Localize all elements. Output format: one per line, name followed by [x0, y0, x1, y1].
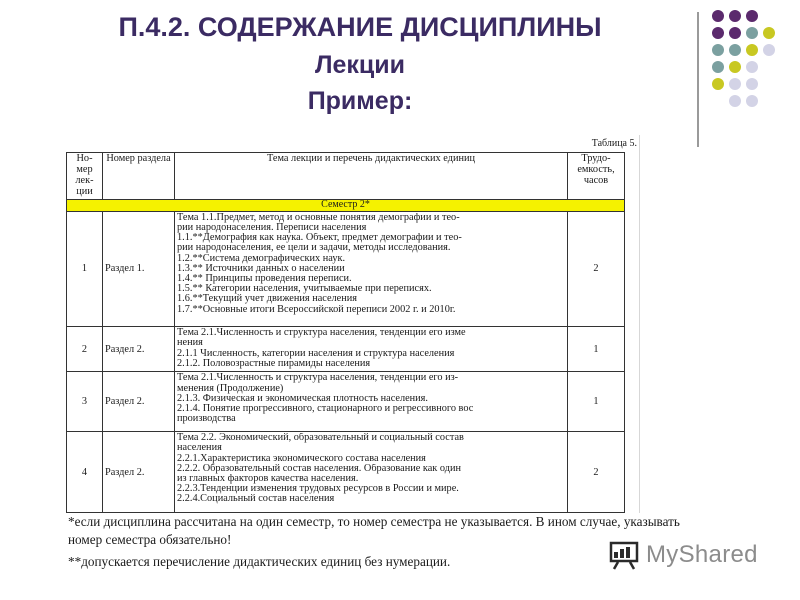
lecture-number-cell: 3	[67, 372, 103, 432]
section-cell: Раздел 2.	[103, 432, 175, 513]
slide-subtitle: Лекции	[314, 51, 406, 79]
decorative-dot	[746, 27, 758, 39]
hours-cell: 2	[568, 432, 625, 513]
decorative-dot	[746, 61, 758, 73]
section-cell: Раздел 1.	[103, 211, 175, 326]
theme-line: 1.3.** Источники данных о населении	[177, 263, 345, 274]
decorative-dot	[729, 27, 741, 39]
decorative-dot	[729, 10, 741, 22]
theme-line: Тема 2.1.Численность и структура населения, тенденции его из-	[177, 373, 459, 384]
slide-example-label: Пример:	[307, 87, 413, 115]
slide-title: П.4.2. СОДЕРЖАНИЕ ДИСЦИПЛИНЫ	[118, 12, 602, 42]
table-row	[67, 372, 625, 432]
slide-title-block	[40, 10, 680, 118]
theme-line: 2.2.1.Характеристика экономического состава населения	[177, 453, 426, 464]
theme-line: нения	[177, 338, 203, 349]
decorative-dot	[729, 95, 741, 107]
decorative-divider	[697, 12, 699, 147]
hours-cell: 1	[568, 327, 625, 372]
lecture-number-cell: 2	[67, 327, 103, 372]
theme-line: 1.7.**Основные итоги Всероссийской переписи 2002 г. и 2010г.	[177, 304, 456, 315]
footnote-semester: *если дисциплина рассчитана на один семестр, то номер семестра не указывается. В ином случае, указывать номер семестра обязательно!	[68, 514, 680, 547]
decorative-dot	[746, 95, 758, 107]
header-theme: Тема лекции и перечень дидактических единиц	[175, 153, 568, 200]
semester-label: Семестр 2*	[67, 200, 625, 212]
theme-line: 1.2.**Система демографических наук.	[177, 253, 346, 264]
lecture-table	[66, 152, 625, 513]
decorative-dot	[763, 44, 775, 56]
lecture-table-image	[53, 135, 640, 513]
decorative-dot	[712, 78, 724, 90]
theme-line: менения (Продолжение)	[177, 383, 284, 394]
theme-cell	[175, 327, 568, 372]
decorative-dot	[729, 61, 741, 73]
header-lecture-number: Но-мер лек-ции	[67, 153, 103, 200]
theme-line: 2.2.4.Социальный состав населения	[177, 494, 335, 505]
theme-line: производства	[177, 414, 236, 425]
footnote-didactic-units: **допускается перечисление дидактических единиц без нумерации.	[68, 554, 451, 569]
decorative-dot	[729, 78, 741, 90]
decorative-dot	[746, 44, 758, 56]
presentation-board-icon	[608, 539, 640, 571]
header-section-number: Номер раздела	[103, 153, 175, 200]
theme-line: 2.2.3.Тенденции изменения трудовых ресурсов в России и мире.	[177, 484, 459, 495]
hours-cell: 2	[568, 211, 625, 326]
decorative-dot	[712, 61, 724, 73]
myshared-logo	[608, 538, 758, 572]
logo-text: MyShared	[646, 541, 758, 568]
decorative-dot	[712, 10, 724, 22]
theme-line: 1.1.**Демография как наука. Объект, предмет демографии и тео-	[177, 233, 462, 244]
theme-line: населения	[177, 443, 222, 454]
table-body	[67, 211, 625, 512]
decorative-dot	[763, 27, 775, 39]
theme-line: 1.6.**Текущий учет движения населения	[177, 294, 358, 305]
theme-line: 1.4.** Принципы проведения переписи.	[177, 273, 352, 284]
table-row	[67, 432, 625, 513]
theme-cell	[175, 372, 568, 432]
decorative-dot	[712, 44, 724, 56]
theme-line: 2.1.2. Половозрастные пирамиды населения	[177, 358, 371, 369]
footnotes	[68, 513, 688, 575]
theme-line: рии народонаселения, ее цели и задачи, методы исследования.	[177, 243, 451, 254]
decorative-dot	[746, 78, 758, 90]
section-cell: Раздел 2.	[103, 327, 175, 372]
theme-line: 2.1.1 Численность, категории населения и структура населения	[177, 348, 455, 359]
decorative-dot	[746, 10, 758, 22]
lecture-number-cell: 4	[67, 432, 103, 513]
table-row	[67, 211, 625, 326]
section-cell: Раздел 2.	[103, 372, 175, 432]
theme-line: Тема 1.1.Предмет, метод и основные понятия демографии и тео-	[177, 212, 460, 223]
theme-line: 2.1.3. Физическая и экономическая плотность населения.	[177, 393, 428, 404]
header-hours: Трудо-емкость, часов	[568, 153, 625, 200]
decorative-dot	[729, 44, 741, 56]
theme-line: 2.2.2. Образовательный состав населения. Образование как один	[177, 463, 461, 474]
theme-line: 2.1.4. Понятие прогрессивного, стационарного и регрессивного вос	[177, 403, 474, 414]
table-row	[67, 327, 625, 372]
table-caption: Таблица 5.	[591, 138, 637, 149]
decorative-dot	[712, 27, 724, 39]
theme-line: 1.5.** Категории населения, учитываемые при переписях.	[177, 284, 432, 295]
hours-cell: 1	[568, 372, 625, 432]
theme-line: Тема 2.2. Экономический, образовательный и социальный состав	[177, 433, 464, 444]
theme-line: Тема 2.1.Численность и структура населения, тенденции его изме	[177, 328, 466, 339]
theme-line: рии народонаселения. Переписи населения	[177, 222, 367, 233]
lecture-number-cell: 1	[67, 211, 103, 326]
semester-row	[67, 200, 625, 212]
theme-line: из главных факторов качества населения.	[177, 473, 359, 484]
theme-cell	[175, 211, 568, 326]
theme-cell	[175, 432, 568, 513]
